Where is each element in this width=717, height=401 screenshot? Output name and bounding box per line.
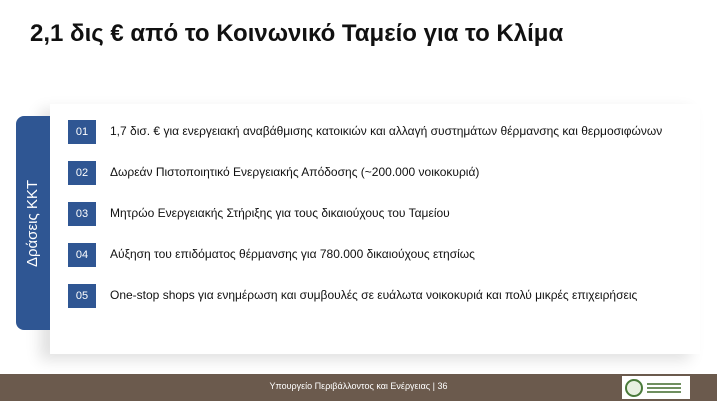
list-item (68, 161, 708, 185)
item-number-badge: 03 (68, 202, 96, 226)
list-item (68, 202, 708, 226)
item-number-badge: 04 (68, 243, 96, 267)
item-number-badge: 02 (68, 161, 96, 185)
ministry-emblem-icon (625, 379, 643, 397)
item-text: 1,7 δισ. € για ενεργειακή αναβάθμισης κατοικιών και αλλαγή συστημάτων θέρμανσης και θερμοσιφώνων (110, 124, 663, 138)
side-label-container (16, 116, 50, 330)
item-text: One-stop shops για ενημέρωση και συμβουλές σε ευάλωτα νοικοκυριά και πολύ μικρές επιχειρήσεις (110, 288, 638, 302)
logo-text-lines (647, 381, 681, 395)
page-title: 2,1 δις € από το Κοινωνικό Ταμείο για το Κλίμα (30, 20, 564, 47)
item-text: Δωρεάν Πιστοποιητικό Ενεργειακής Απόδοσης (~200.000 νοικοκυριά) (110, 165, 480, 179)
footer-text: Υπουργείο Περιβάλλοντος και Ενέργειας | 36 (269, 381, 448, 391)
item-number-badge: 01 (68, 120, 96, 144)
list-item (68, 243, 708, 267)
item-text: Αύξηση του επιδόματος θέρμανσης για 780.000 δικαιούχους ετησίως (110, 247, 475, 261)
list-item (68, 120, 708, 144)
item-text: Μητρώο Ενεργειακής Στήριξης για τους δικαιούχους του Ταμείου (110, 206, 450, 220)
item-number-badge: 05 (68, 284, 96, 308)
ministry-logo (622, 376, 690, 399)
list-item (68, 284, 708, 308)
footer-bar (0, 374, 717, 401)
side-label: Δράσεις ΚΚΤ (24, 179, 42, 267)
